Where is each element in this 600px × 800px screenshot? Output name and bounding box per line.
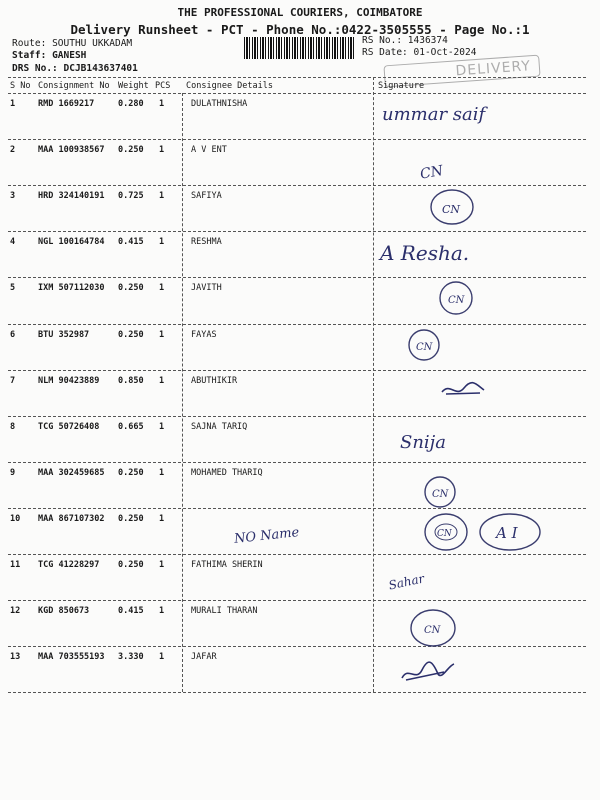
note-row-10 [232, 522, 312, 552]
drs-value: DCJB143637401 [63, 63, 138, 74]
svg-text:CN: CN [448, 295, 465, 306]
svg-text:A I: A I [496, 524, 518, 542]
row-pcs: 1 [159, 191, 165, 202]
row-divider [8, 416, 586, 417]
row-sno: 10 [10, 513, 21, 524]
row-consignment: MAA 703555193 [38, 652, 105, 663]
row-consignee: SAJNA TARIQ [191, 421, 248, 432]
signature-row-7 [440, 378, 486, 406]
svg-text:CN: CN [418, 162, 445, 183]
row-divider [8, 185, 586, 186]
stamp-row-10-a [422, 510, 472, 558]
row-consignment: IXM 507112030 [38, 283, 105, 294]
row-consignee: JAFAR [191, 652, 217, 663]
row-divider [8, 324, 586, 325]
row-divider [8, 554, 586, 555]
row-consignee: DULATHNISHA [191, 99, 248, 109]
route-value: SOUTHU UKKADAM [52, 38, 133, 49]
rs-no-line [362, 35, 448, 46]
row-consignment: MAA 302459685 [38, 467, 105, 478]
row-sno: 3 [10, 191, 16, 202]
row-pcs: 1 [159, 375, 165, 386]
col-pcs: PCS [155, 81, 171, 91]
col-consignee: Consignee Details [186, 81, 273, 91]
row-divider [8, 600, 586, 601]
row-pcs: 1 [159, 652, 165, 663]
rs-no-label: RS No.: [362, 35, 403, 46]
row-weight: 0.250 [118, 329, 144, 340]
svg-text:NO Name: NO Name [233, 525, 300, 547]
svg-text:CN: CN [424, 625, 441, 636]
rs-no-value: 1436374 [407, 35, 448, 46]
row-consignment: HRD 324140191 [38, 191, 105, 202]
route-line [12, 38, 132, 49]
row-pcs: 1 [159, 283, 165, 294]
col-sno: S No [10, 81, 31, 91]
svg-text:CN: CN [437, 529, 452, 539]
rs-date-value: 01-Oct-2024 [413, 47, 477, 58]
row-consignment: NLM 90423889 [38, 375, 100, 386]
row-pcs: 1 [159, 560, 165, 570]
row-divider [8, 508, 586, 509]
row-consignment: NGL 100164784 [38, 237, 105, 248]
row-weight: 0.250 [118, 467, 144, 478]
row-consignee: MOHAMED THARIQ [191, 467, 263, 478]
row-sno: 9 [10, 467, 16, 478]
row-consignee: ABUTHIKIR [191, 375, 238, 386]
row-consignee: A V ENT [191, 145, 227, 156]
table-top-rule [8, 77, 586, 78]
header-bottom-rule [8, 93, 586, 94]
svg-text:CN: CN [416, 342, 433, 353]
row-sno: 11 [10, 560, 21, 570]
row-pcs: 1 [159, 606, 165, 617]
row-consignee: FAYAS [191, 329, 217, 340]
company-title: THE PROFESSIONAL COURIERS, COIMBATORE [177, 6, 423, 19]
row-pcs: 1 [159, 329, 165, 340]
signature-row-13 [398, 656, 458, 690]
staff-line [12, 50, 86, 61]
row-sno: 4 [10, 237, 16, 248]
row-pcs: 1 [159, 99, 165, 109]
row-pcs: 1 [159, 421, 165, 432]
rs-date-line [362, 47, 476, 58]
row-divider [8, 231, 586, 232]
row-sno: 13 [10, 652, 21, 663]
row-pcs: 1 [159, 467, 165, 478]
signature-row-11 [386, 566, 446, 600]
row-weight: 0.415 [118, 606, 144, 617]
row-divider [8, 462, 586, 463]
row-weight: 0.850 [118, 375, 144, 386]
svg-text:ummar saif: ummar saif [382, 104, 486, 125]
row-consignee: MURALI THARAN [191, 606, 258, 617]
row-consignment: RMD 1669217 [38, 99, 95, 109]
row-consignment: MAA 867107302 [38, 513, 105, 524]
row-sno: 6 [10, 329, 16, 340]
signature-row-4 [378, 232, 508, 276]
signature-row-2 [416, 154, 466, 188]
row-consignment: BTU 352987 [38, 329, 90, 340]
row-weight: 0.415 [118, 237, 144, 248]
row-weight: 3.330 [118, 652, 144, 663]
stamp-row-6 [404, 325, 444, 369]
svg-text:A Resha.: A Resha. [380, 241, 470, 265]
row-pcs: 1 [159, 145, 165, 156]
staff-label: Staff: [12, 50, 47, 61]
row-consignee: JAVITH [191, 283, 222, 294]
row-pcs: 1 [159, 237, 165, 248]
row-divider [8, 139, 586, 140]
consignee-column-rule [182, 93, 183, 692]
row-consignee: SAFIYA [191, 191, 222, 202]
row-consignment: TCG 50726408 [38, 421, 100, 432]
svg-text:CN: CN [432, 489, 449, 500]
row-consignment: MAA 100938567 [38, 145, 105, 156]
row-sno: 12 [10, 606, 21, 617]
row-consignment: KGD 850673 [38, 606, 90, 617]
row-sno: 5 [10, 283, 16, 294]
staff-value: GANESH [52, 50, 87, 61]
row-weight: 0.250 [118, 513, 144, 524]
col-weight: Weight [118, 81, 149, 91]
row-weight: 0.250 [118, 283, 144, 294]
row-sno: 1 [10, 99, 16, 109]
row-weight: 0.725 [118, 191, 144, 202]
row-sno: 2 [10, 145, 16, 156]
row-consignee: FATHIMA SHERIN [191, 560, 263, 570]
row-sno: 8 [10, 421, 16, 432]
row-divider [8, 277, 586, 278]
col-signature: Signature [378, 81, 425, 91]
row-weight: 0.665 [118, 421, 144, 432]
delivery-stamp: DELIVERY [383, 55, 540, 88]
row-weight: 0.250 [118, 560, 144, 570]
row-consignment: TCG 41228297 [38, 560, 100, 570]
svg-text:CN: CN [442, 203, 461, 216]
rs-date-label: RS Date: [362, 47, 408, 58]
col-consignment: Consignment No [38, 81, 110, 91]
stamp-row-5 [436, 278, 476, 322]
row-pcs: 1 [159, 513, 165, 524]
signature-row-8 [398, 424, 478, 464]
stamp-row-10-b [476, 510, 546, 558]
row-divider [8, 692, 586, 693]
drs-label: DRS No.: [12, 63, 58, 74]
row-sno: 7 [10, 375, 16, 386]
route-label: Route: [12, 38, 47, 49]
stamp-row-9 [420, 472, 460, 516]
drs-line [12, 63, 138, 74]
row-divider [8, 370, 586, 371]
row-consignee: RESHMA [191, 237, 222, 248]
row-weight: 0.250 [118, 145, 144, 156]
signature-row-1 [380, 96, 520, 134]
row-weight: 0.280 [118, 99, 144, 109]
row-divider [8, 646, 586, 647]
runsheet-title: Delivery Runsheet - PCT - Phone No.:0422-3505555 - Page No.:1 [70, 22, 530, 37]
svg-text:Snija: Snija [400, 432, 446, 453]
stamp-row-3 [428, 186, 478, 232]
svg-text:Sahar: Sahar [387, 571, 426, 593]
barcode [244, 37, 354, 59]
